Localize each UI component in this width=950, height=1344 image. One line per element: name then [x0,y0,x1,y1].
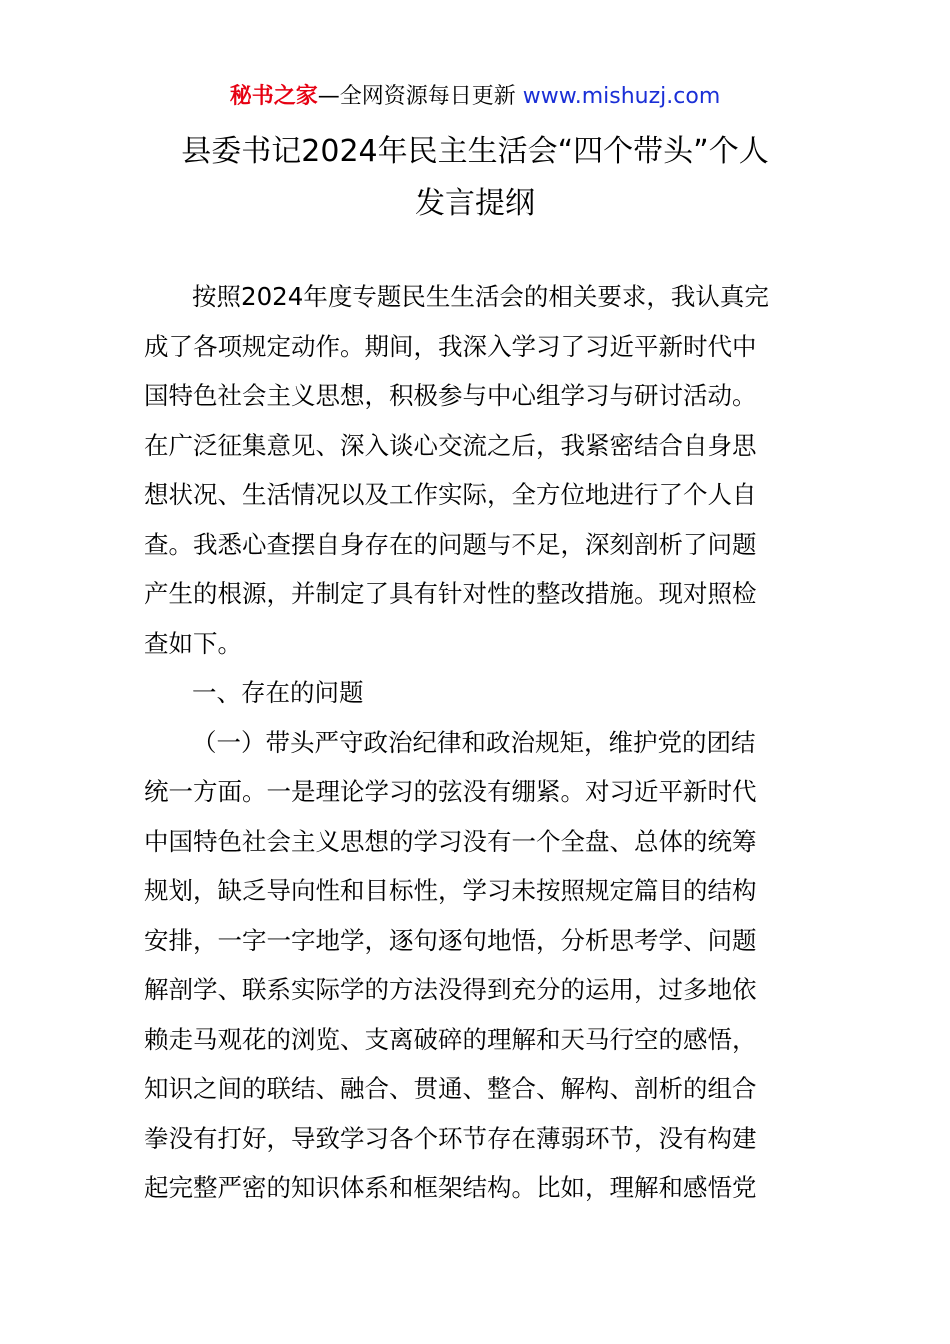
paragraph-line: 拳没有打好，导致学习各个环节存在薄弱环节，没有构建 [144,1123,757,1153]
paragraph-line: 赖走马观花的浏览、支离破碎的理解和天马行空的感悟， [144,1024,757,1054]
section-heading: 一、存在的问题 [192,678,364,707]
paragraph-line: 产生的根源，并制定了具有针对性的整改措施。现对照检 [144,579,757,608]
paragraph-line: 查。我悉心查摆自身存在的问题与不足，深刻剖析了问题 [144,529,757,559]
site-header [0,80,950,114]
paragraph-line: 在广泛征集意见、深入谈心交流之后，我紧密结合自身思 [144,430,757,460]
site-tagline: —全网资源每日更新 [317,84,523,109]
paragraph-line: 起完整严密的知识体系和框架结构。比如，理解和感悟党 [144,1173,757,1202]
paragraph-line: （一）带头严守政治纪律和政治规矩，维护党的团结 [192,727,756,757]
paragraph-line: 安排，一字一字地学，逐句逐句地悟，分析思考学、问题 [144,925,757,955]
paragraph-line: 解剖学、联系实际学的方法没得到充分的运用，过多地依 [144,975,757,1004]
paragraph-line: 成了各项规定动作。期间，我深入学习了习近平新时代中 [144,331,757,361]
paragraph-line: 规划，缺乏导向性和目标性，学习未按照规定篇目的结构 [144,876,757,905]
document-title [100,126,850,230]
paragraph-line: 按照2024年度专题民生生活会的相关要求，我认真完 [192,282,769,311]
paragraph-line: 统一方面。一是理论学习的弦没有绷紧。对习近平新时代 [144,777,757,806]
title-line-1: 县委书记2024年民主生活会“四个带头”个人 [181,134,769,169]
title-line-2: 发言提纲 [415,186,535,221]
paragraph-line: 中国特色社会主义思想的学习没有一个全盘、总体的统筹 [144,826,757,856]
paragraph-line: 国特色社会主义思想，积极参与中心组学习与研讨活动。 [144,381,757,410]
site-url[interactable]: www.mishuzj.com [522,84,721,109]
document-body [144,272,814,1213]
paragraph-line: 知识之间的联结、融合、贯通、整合、解构、剖析的组合 [144,1074,757,1103]
paragraph-line: 想状况、生活情况以及工作实际，全方位地进行了个人自 [144,480,757,509]
paragraph-line: 查如下。 [144,628,242,658]
site-brand: 秘书之家 [229,84,318,109]
